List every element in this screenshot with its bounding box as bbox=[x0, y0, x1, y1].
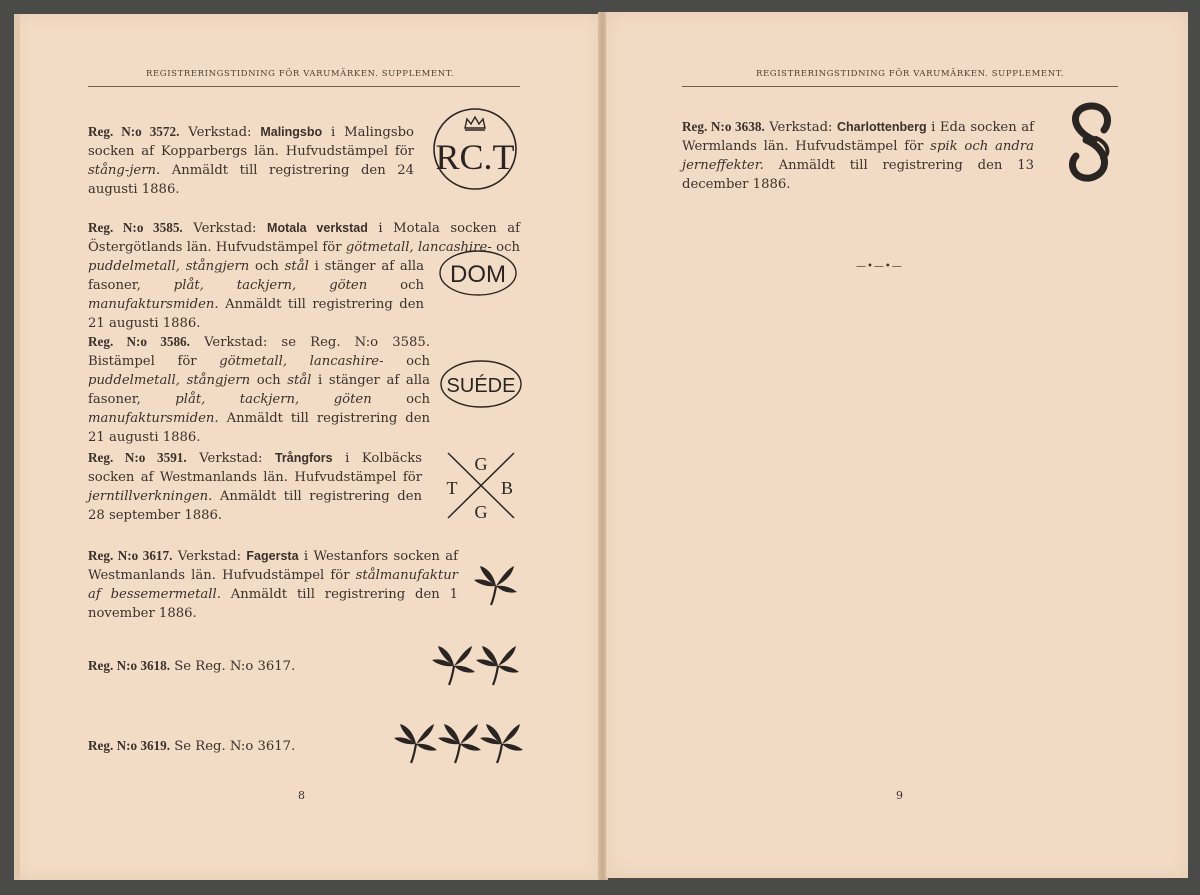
entry-3572 bbox=[88, 122, 414, 199]
right-running-head: REGISTRERINGSTIDNING FÖR VARUMÄRKEN. SUPPLEMENT. bbox=[756, 69, 1065, 79]
entry-text: i Eda socken af Wermlands län. Hufvudstämpel för bbox=[682, 120, 1035, 154]
entry-3617 bbox=[88, 546, 458, 623]
trademark-cs-monogram bbox=[1060, 100, 1120, 186]
clover-icon bbox=[394, 724, 437, 763]
entry-italic: plåt, tackjern, göten bbox=[173, 278, 368, 293]
reg-number: Reg. N:o 3617. bbox=[88, 548, 173, 563]
entry-text: Anmäldt till registrering den 13 december 1886. bbox=[682, 158, 1034, 192]
mark-text: DOM bbox=[450, 261, 506, 288]
works-name: Trångfors bbox=[274, 451, 333, 465]
trademark-clover-triple bbox=[394, 718, 526, 770]
mark-text: SUÉDE bbox=[446, 375, 516, 397]
entry-italic: götmetall, lancashire- bbox=[345, 240, 492, 255]
works-name: Motala verkstad bbox=[267, 221, 368, 235]
cross-letter-left: T bbox=[446, 478, 458, 498]
entry-italic: manufaktursmiden. bbox=[88, 411, 219, 426]
left-folio: 8 bbox=[298, 789, 305, 802]
cross-letter-right: B bbox=[500, 478, 514, 498]
clover-icon bbox=[438, 724, 481, 763]
right-folio: 9 bbox=[896, 789, 903, 802]
entry-text: Se Reg. N:o 3617. bbox=[170, 739, 296, 754]
entry-italic: puddelmetall, stångjern bbox=[88, 373, 251, 388]
works-name: Fagersta bbox=[246, 549, 299, 563]
entry-3591 bbox=[88, 448, 422, 525]
entry-text: Verkstad: bbox=[172, 549, 247, 564]
left-running-head: REGISTRERINGSTIDNING FÖR VARUMÄRKEN. SUPPLEMENT. bbox=[146, 69, 455, 79]
section-ornament: —•—•— bbox=[856, 261, 903, 272]
entry-text: i stänger af alla fasoner, bbox=[88, 373, 431, 407]
entry-text: Anmäldt till registrering den 21 augusti 1886. bbox=[88, 411, 430, 445]
entry-italic: stång-jern. bbox=[88, 163, 161, 178]
entry-text: Anmäldt till registrering den 21 augusti 1886. bbox=[88, 297, 424, 331]
reg-number: Reg. N:o 3618. bbox=[88, 658, 171, 673]
entry-text: Verkstad: bbox=[186, 451, 275, 466]
entry-text: i Motala socken af Östergötlands län. Hufvudstämpel för bbox=[88, 221, 521, 255]
right-head-rule bbox=[682, 86, 1118, 87]
entry-italic: manufaktursmiden. bbox=[88, 297, 219, 312]
mark-text: RC.T bbox=[435, 137, 515, 177]
clover-icon bbox=[432, 646, 475, 685]
entry-text: i Westanfors socken af Westmanlands län. Hufvudstämpel för bbox=[88, 549, 458, 583]
works-name: Malingsbo bbox=[260, 125, 323, 139]
works-name: Charlottenberg bbox=[837, 120, 927, 134]
entry-text: Se Reg. N:o 3617. bbox=[170, 659, 296, 674]
left-page-edge bbox=[14, 14, 20, 880]
entry-italic: spik och andra jerneffekter. bbox=[682, 139, 1034, 173]
entry-text: Verkstad: se Reg. N:o 3585. Bistämpel för bbox=[88, 335, 430, 369]
reg-number: Reg. N:o 3572. bbox=[88, 124, 180, 139]
entry-text: och bbox=[367, 278, 424, 293]
cross-letter-bottom: G bbox=[474, 502, 488, 522]
trademark-tgbg-cross bbox=[442, 448, 522, 524]
clover-icon bbox=[476, 646, 519, 685]
entry-italic: stål bbox=[287, 373, 312, 388]
left-head-rule bbox=[88, 86, 520, 87]
trademark-clover-double bbox=[430, 640, 522, 692]
cross-letter-top: G bbox=[474, 454, 488, 474]
entry-3619 bbox=[88, 736, 388, 756]
trademark-dom-oval bbox=[438, 248, 518, 298]
entry-text: i stänger af alla fasoner, bbox=[88, 259, 425, 293]
entry-text: Verkstad: bbox=[179, 125, 261, 140]
entry-text: i Malingsbo socken af Kopparbergs län. Hufvudstämpel för bbox=[88, 125, 414, 159]
entry-text: och bbox=[250, 373, 288, 388]
entry-italic: stålmanufaktur af bessemermetall. bbox=[88, 568, 458, 602]
entry-text: och bbox=[383, 354, 430, 369]
clover-icon bbox=[480, 724, 523, 763]
entry-3638 bbox=[682, 117, 1034, 194]
entry-italic: puddelmetall, stångjern bbox=[88, 259, 250, 274]
entry-text: Anmäldt till registrering den 28 september 1886. bbox=[88, 489, 422, 523]
clover-icon bbox=[474, 566, 517, 605]
trademark-clover-single bbox=[470, 560, 522, 612]
entry-text: Anmäldt till registrering den 24 augusti 1886. bbox=[88, 163, 414, 197]
reg-number: Reg. N:o 3585. bbox=[88, 220, 183, 235]
trademark-rct-crown bbox=[431, 107, 521, 191]
entry-text: Verkstad: bbox=[764, 120, 838, 135]
entry-italic: stål bbox=[284, 259, 309, 274]
entry-text: och bbox=[491, 240, 520, 255]
trademark-suede-oval bbox=[439, 358, 523, 410]
entry-3618 bbox=[88, 656, 388, 676]
entry-text: Anmäldt till registrering den 1 november 1886. bbox=[88, 587, 458, 621]
entry-text: i Kolbäcks socken af Westmanlands län. Hufvudstämpel för bbox=[88, 451, 422, 485]
reg-number: Reg. N:o 3619. bbox=[88, 738, 171, 753]
entry-italic: jerntillverkningen. bbox=[88, 489, 213, 504]
entry-text: och bbox=[371, 392, 430, 407]
entry-3586 bbox=[88, 332, 430, 447]
entry-text: Verkstad: bbox=[182, 221, 268, 236]
reg-number: Reg. N:o 3586. bbox=[88, 334, 190, 349]
entry-italic: plåt, tackjern, göten bbox=[175, 392, 372, 407]
entry-text: och bbox=[249, 259, 285, 274]
reg-number: Reg. N:o 3638. bbox=[682, 119, 765, 134]
entry-italic: götmetall, lancashire- bbox=[219, 354, 384, 369]
reg-number: Reg. N:o 3591. bbox=[88, 450, 187, 465]
